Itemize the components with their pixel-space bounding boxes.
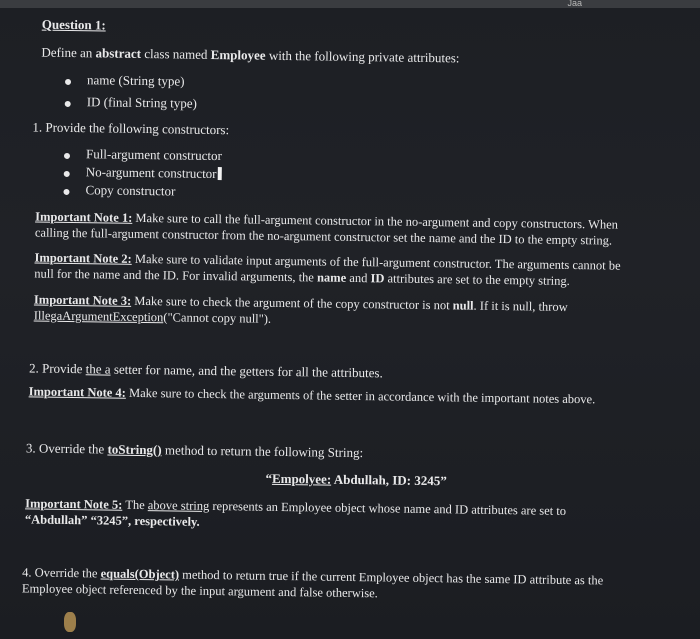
note1-line2: calling the full-argument constructor from the no-argument constructor set the name and the ID to the empty string. — [34, 225, 613, 248]
note5-line1: Important Note 5: The above string represents an Employee object whose name and ID attributes are set to — [25, 496, 567, 518]
bullet-icon — [63, 189, 69, 195]
question-title: Question 1: — [41, 16, 106, 33]
note5-line2: “Abdullah” “3245”, respectively. — [24, 512, 200, 529]
note2-line2: null for the name and the ID. For invalid arguments, the name and ID attributes are set to the empty string. — [34, 266, 570, 288]
finger-glare-decoration — [64, 612, 76, 632]
attribute-name: name (String type) — [86, 72, 185, 89]
note1-line1: Important Note 1: Make sure to call the full-argument constructor in the no-argument and copy constructors. When — [35, 209, 619, 232]
bullet-icon — [65, 79, 71, 85]
part4-line1: 4. Override the equals(Object) method to return true if the current Employee object has the same ID attribute as the — [22, 565, 604, 588]
window-top-strip — [0, 0, 700, 8]
part3-heading: 3. Override the toString() method to return the following String: — [25, 440, 364, 461]
part1-heading: 1. Provide the following constructors: — [32, 119, 230, 138]
part2-heading: 2. Provide the a setter for name, and the getters for all the attributes. — [28, 360, 383, 381]
constructor-full: Full-argument constructor — [85, 146, 222, 164]
question-content — [0, 12, 700, 601]
bullet-icon — [64, 153, 70, 159]
note2-line1: Important Note 2: Make sure to validate input arguments of the full-argument constructor. The arguments cannot be — [34, 250, 621, 273]
note4: Important Note 4: Make sure to check the arguments of the setter in accordance with the important notes above. — [28, 384, 596, 407]
bullet-icon — [65, 101, 71, 107]
attribute-id: ID (final String type) — [86, 94, 197, 111]
topbar-label: Jaa — [567, 0, 582, 8]
constructor-no-arg: No-argument constructor — [86, 164, 222, 182]
text-cursor-icon — [217, 167, 221, 180]
bullet-icon — [64, 171, 70, 177]
tostring-example: “Empolyee: Abdullah, ID: 3245” — [265, 470, 447, 489]
note3-line2: IllegaArgumentException("Cannot copy null"). — [33, 308, 272, 326]
part4-line2: Employee object referenced by the input argument and false otherwise. — [21, 581, 378, 601]
question-intro: Define an abstract class named Employee with the following private attributes: — [41, 44, 460, 66]
constructor-copy: Copy constructor — [85, 182, 176, 199]
note3-line1: Important Note 3: Make sure to check the argument of the copy constructor is not null. If it is null, throw — [33, 292, 568, 314]
